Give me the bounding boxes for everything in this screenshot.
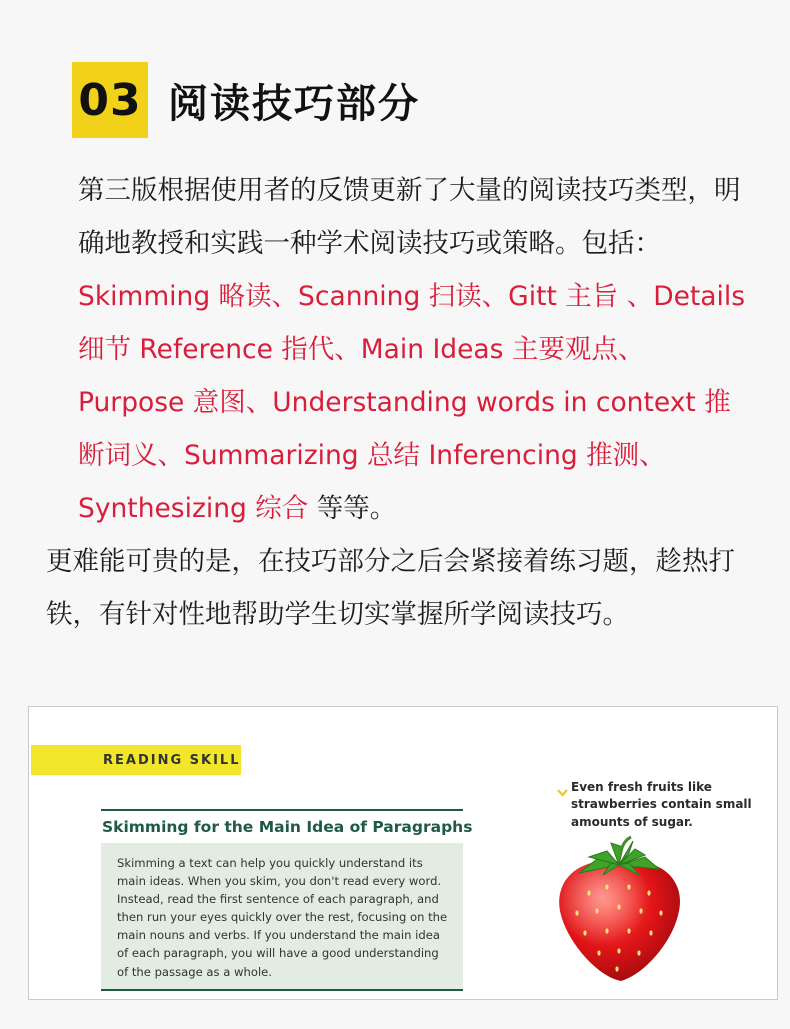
skill-box-text: Skimming a text can help you quickly understand its main ideas. When you skim, you don't read every word. Instead, read the first sentence of each paragraph, and then run your eyes quickly over the rest, focusing on the main nouns and verbs. If you understand the main idea of each paragraph, you will have a good understanding of the passage as a whole. [117,856,448,979]
strawberry-icon [549,835,689,989]
paragraph-practice: 更难能可贵的是，在技巧部分之后会紧接着练习题，趁热打铁，有针对性地帮助学生切实掌握所学阅读技巧。 [46,546,735,630]
skill-box-title: Skimming for the Main Idea of Paragraphs [102,818,473,836]
reading-skill-badge: READING SKILL [31,745,241,775]
photo-caption [557,779,757,831]
paragraph-intro: 第三版根据使用者的反馈更新了大量的阅读技巧类型，明确地教授和实践一种学术阅读技巧或策略。包括： [78,175,741,259]
paragraph-ending: 等等。 [308,493,397,524]
body-text [46,164,746,641]
skill-list: Skimming 略读、Scanning 扫读、Gitt 主旨 、Details 细节 Reference 指代、Main Ideas 主要观点、Purpose 意图、Understanding words in context 推断词义、Summarizing 总结 Inferencing 推测、Synthesizing 综合 [78,281,746,524]
paragraph-skills [46,164,746,535]
section-title: 阅读技巧部分 [168,80,420,127]
section-header [72,62,420,138]
section-number: 03 [72,62,148,138]
caption-text: Even fresh fruits like strawberries contain small amounts of sugar. [571,780,752,829]
chevron-down-icon [557,785,568,802]
skill-box [101,843,463,991]
textbook-excerpt-image [28,706,778,1000]
skill-box-top-rule [101,809,463,811]
